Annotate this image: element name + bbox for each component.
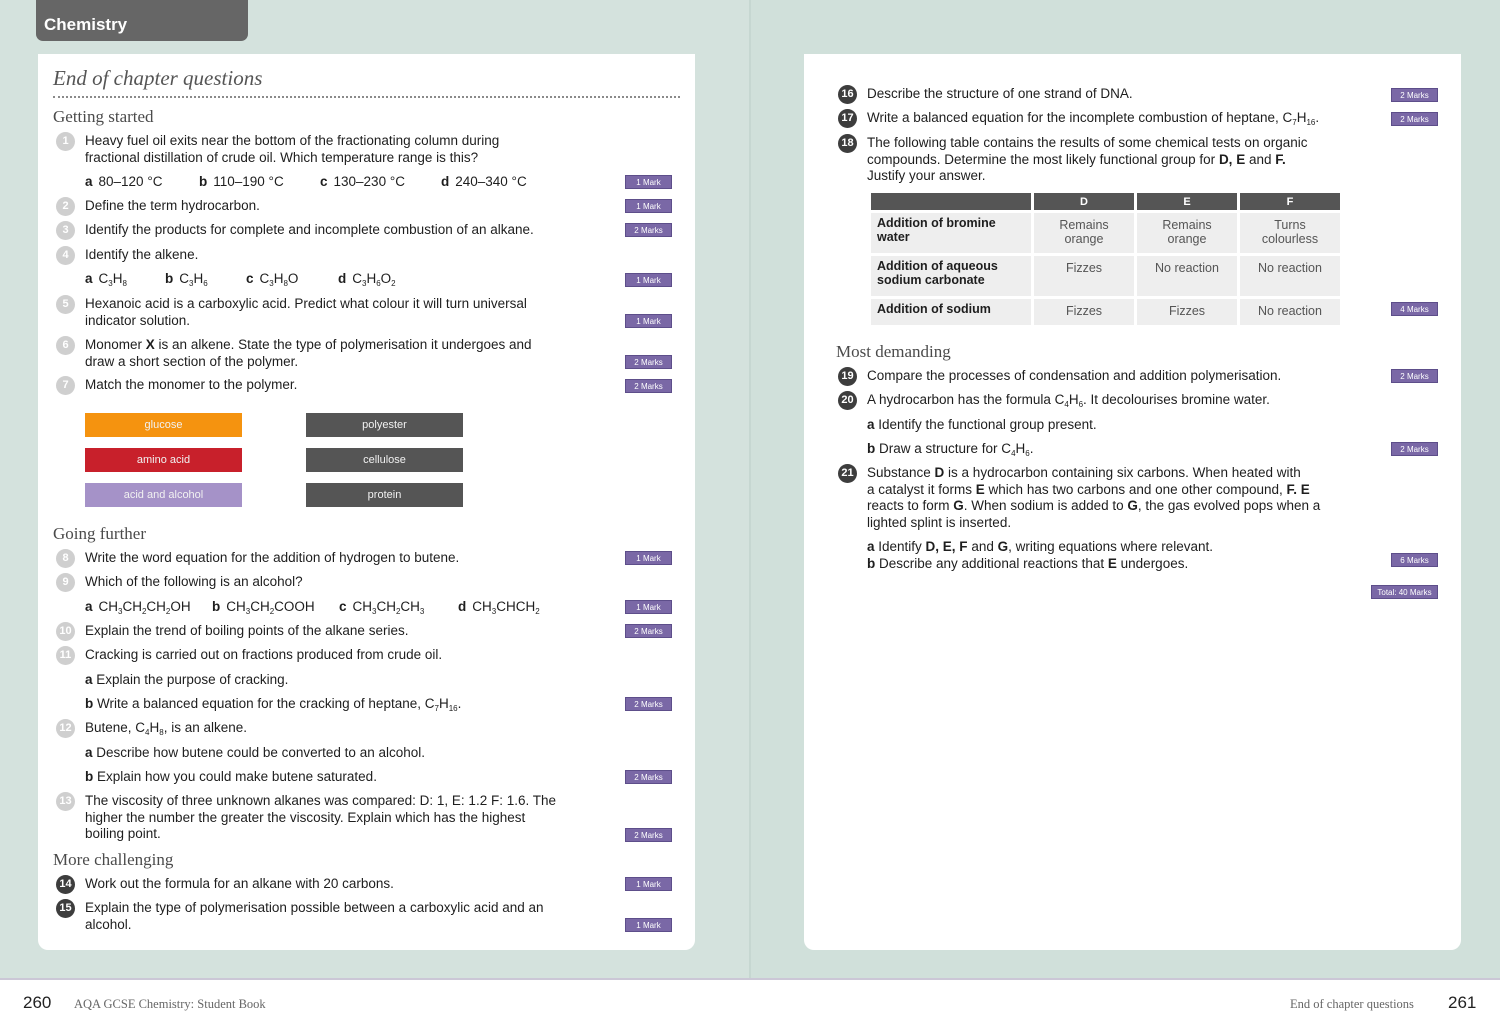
marks-badge: 2 Marks: [625, 624, 672, 638]
marks-badge: 2 Marks: [625, 828, 672, 842]
question-number: 2: [56, 197, 75, 216]
footer-chapter-title: End of chapter questions: [1290, 997, 1414, 1011]
section-more-challenging: More challenging: [53, 850, 174, 869]
question-17-text: Write a balanced equation for the incomplete combustion of heptane, $C_7H_{16}$.: [867, 110, 1320, 127]
monomer-glucose[interactable]: glucose: [85, 413, 242, 437]
table-header-d: D: [1034, 193, 1134, 210]
marks-badge: 1 Mark: [625, 918, 672, 932]
marks-badge: 1 Mark: [625, 273, 672, 287]
question-number: 7: [56, 376, 75, 395]
marks-badge: 1 Mark: [625, 600, 672, 614]
question-number: 12: [56, 719, 75, 738]
question-number: 6: [56, 336, 75, 355]
table-cell: Fizzes: [1034, 299, 1134, 325]
question-10-text: Explain the trend of boiling points of the alkane series.: [85, 623, 409, 638]
q4-option-a: a $C_3H_8$: [85, 271, 127, 288]
total-marks-badge: Total: 40 Marks: [1371, 585, 1438, 599]
marks-badge: 2 Marks: [1391, 442, 1438, 456]
book-title: AQA GCSE Chemistry: Student Book: [74, 997, 266, 1011]
q9-option-b: b $CH_3CH_2COOH$: [212, 599, 315, 616]
marks-badge: 2 Marks: [625, 770, 672, 784]
monomer-acid-and-alcohol[interactable]: acid and alcohol: [85, 483, 242, 507]
table-cell: Remains orange: [1034, 213, 1134, 253]
table-cell: No reaction: [1240, 256, 1340, 296]
question-number: 15: [56, 899, 75, 918]
q9-option-a: a $CH_3CH_2CH_2OH$: [85, 599, 191, 616]
page-title: End of chapter questions: [53, 66, 263, 90]
page-gutter: [749, 0, 751, 980]
marks-badge: 2 Marks: [625, 379, 672, 393]
question-number: 14: [56, 875, 75, 894]
q4-option-c: c $C_3H_8O$: [246, 271, 299, 288]
right-page-number: 261: [1448, 993, 1477, 1012]
q9-option-d: d $CH_3CHCH_2$: [458, 599, 540, 616]
q11-part-b: b Write a balanced equation for the cracking of heptane, $C_7H_{16}$.: [85, 696, 462, 713]
q20-part-a: a Identify the functional group present.: [867, 417, 1097, 432]
marks-badge: 1 Mark: [625, 551, 672, 565]
question-6-text: Monomer X is an alkene. State the type of polymerisation it undergoes and draw a short section of the polymer.: [85, 337, 532, 369]
marks-badge: 1 Mark: [625, 877, 672, 891]
question-number: 19: [838, 367, 857, 386]
marks-badge: 2 Marks: [625, 697, 672, 711]
table-cell: Turns colourless: [1240, 213, 1340, 253]
question-2-text: Define the term hydrocarbon.: [85, 198, 260, 213]
table-cell: No reaction: [1137, 256, 1237, 296]
q1-option-d: d 240–340 °C: [441, 174, 527, 189]
question-3-text: Identify the products for complete and incomplete combustion of an alkane.: [85, 222, 534, 237]
marks-badge: 2 Marks: [625, 355, 672, 369]
q1-option-b: b 110–190 °C: [199, 174, 284, 189]
question-number: 13: [56, 792, 75, 811]
question-number: 8: [56, 549, 75, 568]
left-page-number: 260: [23, 993, 52, 1012]
polymer-cellulose[interactable]: cellulose: [306, 448, 463, 472]
q21-parts: a Identify D, E, F and G, writing equations where relevant. b Describe any additional reactions that E undergoes.: [867, 539, 1213, 571]
table-cell: Remains orange: [1137, 213, 1237, 253]
q4-option-b: b $C_3H_6$: [165, 271, 208, 288]
marks-badge: 6 Marks: [1391, 553, 1438, 567]
question-number: 21: [838, 464, 857, 483]
question-21-text: Substance D is a hydrocarbon containing six carbons. When heated with a catalyst it forms E which has two carbons and one other compound, F. E reacts to form G. When sodium is added to G, the gas evolved pops when a lighted splint is inserted.: [867, 465, 1321, 530]
question-19-text: Compare the processes of condensation and addition polymerisation.: [867, 368, 1282, 383]
marks-badge: 1 Mark: [625, 199, 672, 213]
marks-badge: 2 Marks: [1391, 88, 1438, 102]
question-number: 10: [56, 622, 75, 641]
table-cell: Fizzes: [1137, 299, 1237, 325]
question-14-text: Work out the formula for an alkane with 20 carbons.: [85, 876, 394, 891]
question-number: 17: [838, 109, 857, 128]
question-13-text: The viscosity of three unknown alkanes was compared: D: 1, E: 1.2 F: 1.6. The higher the number the greater the viscosity. Explain which has the highest boiling point.: [85, 793, 556, 841]
q1-option-a: a 80–120 °C: [85, 174, 163, 189]
question-number: 20: [838, 391, 857, 410]
table-header-blank: [871, 193, 1031, 210]
question-15-text: Explain the type of polymerisation possible between a carboxylic acid and an alcohol.: [85, 900, 544, 932]
section-most-demanding: Most demanding: [836, 342, 951, 361]
polymer-polyester[interactable]: polyester: [306, 413, 463, 437]
question-number: 5: [56, 295, 75, 314]
question-20-text: A hydrocarbon has the formula $C_4H_6$. It decolourises bromine water.: [867, 392, 1270, 409]
q11-part-a: a Explain the purpose of cracking.: [85, 672, 289, 687]
question-number: 4: [56, 246, 75, 265]
marks-badge: 2 Marks: [1391, 369, 1438, 383]
question-18-text: The following table contains the results of some chemical tests on organic compounds. Determine the most likely functional group for D, E and F. Justify your answer.: [867, 135, 1308, 183]
question-11-text: Cracking is carried out on fractions produced from crude oil.: [85, 647, 443, 662]
question-1-text: Heavy fuel oil exits near the bottom of the fractionating column during fractional distillation of crude oil. Which temperature range is this?: [85, 133, 500, 165]
table-header-f: F: [1240, 193, 1340, 210]
question-number: 3: [56, 221, 75, 240]
table-cell: Fizzes: [1034, 256, 1134, 296]
marks-badge: 1 Mark: [625, 314, 672, 328]
question-number: 1: [56, 132, 75, 151]
question-5-text: Hexanoic acid is a carboxylic acid. Predict what colour it will turn universal indicator solution.: [85, 296, 527, 328]
polymer-protein[interactable]: protein: [306, 483, 463, 507]
title-divider: [53, 96, 680, 98]
section-going-further: Going further: [53, 524, 147, 543]
question-12-text: Butene, $C_4H_8$, is an alkene.: [85, 720, 248, 737]
question-8-text: Write the word equation for the addition of hydrogen to butene.: [85, 550, 460, 565]
q12-part-a: a Describe how butene could be converted to an alcohol.: [85, 745, 425, 760]
table-row-label: Addition of sodium: [871, 299, 1031, 325]
section-getting-started: Getting started: [53, 107, 154, 126]
q1-option-c: c 130–230 °C: [320, 174, 405, 189]
marks-badge: 4 Marks: [1391, 302, 1438, 316]
question-4-text: Identify the alkene.: [85, 247, 199, 262]
question-9-text: Which of the following is an alcohol?: [85, 574, 303, 589]
chemical-tests-table: [868, 190, 1343, 328]
q9-option-c: c $CH_3CH_2CH_3$: [339, 599, 425, 616]
q4-option-d: d $C_3H_6O_2$: [338, 271, 396, 288]
q12-part-b: b Explain how you could make butene saturated.: [85, 769, 377, 784]
monomer-amino-acid[interactable]: amino acid: [85, 448, 242, 472]
table-header-e: E: [1137, 193, 1237, 210]
chapter-tab: Chemistry: [36, 0, 248, 41]
table-row-label: Addition of aqueous sodium carbonate: [871, 256, 1031, 296]
table-row-label: Addition of bromine water: [871, 213, 1031, 253]
question-number: 9: [56, 573, 75, 592]
marks-badge: 2 Marks: [1391, 112, 1438, 126]
question-7-text: Match the monomer to the polymer.: [85, 377, 298, 392]
marks-badge: 2 Marks: [625, 223, 672, 237]
table-cell: No reaction: [1240, 299, 1340, 325]
question-number: 11: [56, 646, 75, 665]
marks-badge: 1 Mark: [625, 175, 672, 189]
question-number: 16: [838, 85, 857, 104]
q20-part-b: b Draw a structure for $C_4H_6$.: [867, 441, 1034, 458]
question-number: 18: [838, 134, 857, 153]
question-16-text: Describe the structure of one strand of DNA.: [867, 86, 1133, 101]
